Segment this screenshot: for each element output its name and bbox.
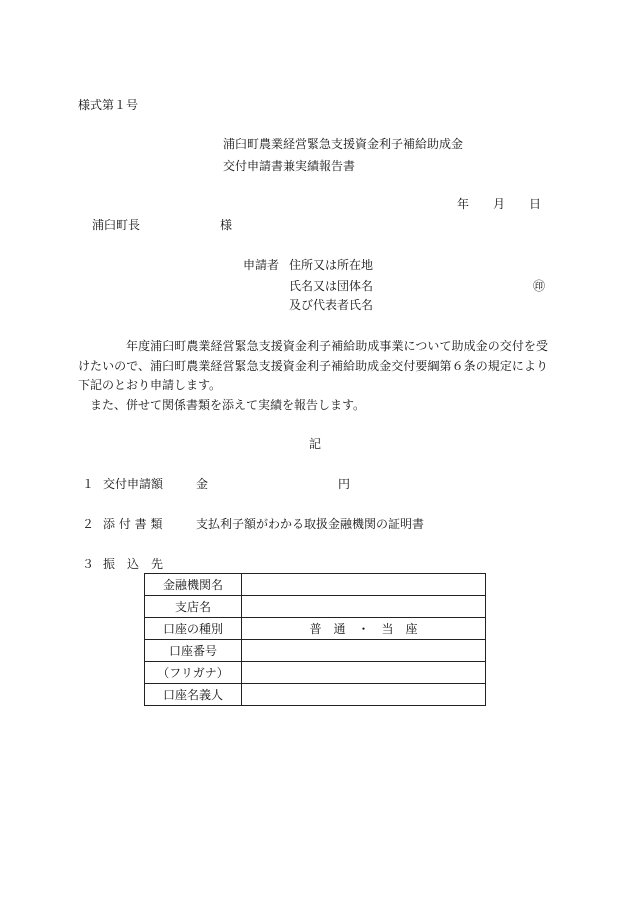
application-body — [78, 337, 548, 415]
branch-name-label: 支店名 — [145, 596, 242, 618]
account-holder-field[interactable] — [242, 684, 486, 706]
addressee-honorific: 様 — [220, 218, 233, 232]
body-paragraph-2: また、併せて関係書類を添えて実績を報告します。 — [90, 397, 366, 412]
account-number-field[interactable] — [242, 640, 486, 662]
date-month-label: 月 — [493, 197, 506, 211]
account-number-label: 口座番号 — [145, 640, 242, 662]
document-title-line2: 交付申請書兼実績報告書 — [223, 159, 356, 173]
item-2-number: ２ — [82, 517, 95, 531]
applicant-name-label: 氏名又は団体名 — [289, 279, 374, 293]
furigana-label: （フリガナ） — [145, 662, 242, 684]
item-1-number: １ — [82, 477, 95, 491]
item-1-label: 交付申請額 — [103, 477, 164, 491]
account-type-field[interactable]: 普 通 ・ 当 座 — [242, 618, 486, 640]
form-number: 様式第１号 — [78, 98, 139, 112]
date-day-label: 日 — [529, 197, 542, 211]
date-year-label: 年 — [457, 197, 470, 211]
bank-name-label: 金融機関名 — [145, 574, 242, 596]
table-row — [145, 596, 486, 618]
item-3-label: 振 込 先 — [103, 557, 164, 571]
item-3-number: ３ — [82, 557, 95, 571]
table-row — [145, 640, 486, 662]
table-row — [145, 662, 486, 684]
addressee-name: 浦臼町長 — [92, 218, 141, 232]
item-1-amount-suffix: 円 — [338, 477, 351, 491]
applicant-label: 申請者 — [243, 258, 280, 272]
table-row — [145, 684, 486, 706]
applicant-representative-label: 及び代表者氏名 — [289, 298, 374, 312]
applicant-address-label: 住所又は所在地 — [289, 258, 374, 272]
table-row — [145, 618, 486, 640]
body-paragraph-1: 年度浦臼町農業経営緊急支援資金利子補給助成事業について助成金の交付を受けたいので、浦臼町農業経営緊急支援資金利子補給助成金交付要綱第６条の規定により下記のとおり申請します。 — [78, 339, 548, 392]
item-2-value: 支払利子額がわかる取扱金融機関の証明書 — [196, 517, 425, 531]
branch-name-field[interactable] — [242, 596, 486, 618]
table-row — [145, 574, 486, 596]
ki-heading: 記 — [309, 437, 322, 451]
document-title-line1: 浦臼町農業経営緊急支援資金利子補給助成金 — [223, 137, 464, 151]
bank-account-table — [144, 573, 486, 706]
account-holder-label: 口座名義人 — [145, 684, 242, 706]
furigana-field[interactable] — [242, 662, 486, 684]
item-2-label: 添 付 書 類 — [103, 517, 163, 531]
seal-mark: ㊞ — [533, 279, 546, 293]
bank-name-field[interactable] — [242, 574, 486, 596]
date-line — [457, 197, 541, 211]
item-1-amount-prefix: 金 — [196, 477, 209, 491]
account-type-label: 口座の種別 — [145, 618, 242, 640]
